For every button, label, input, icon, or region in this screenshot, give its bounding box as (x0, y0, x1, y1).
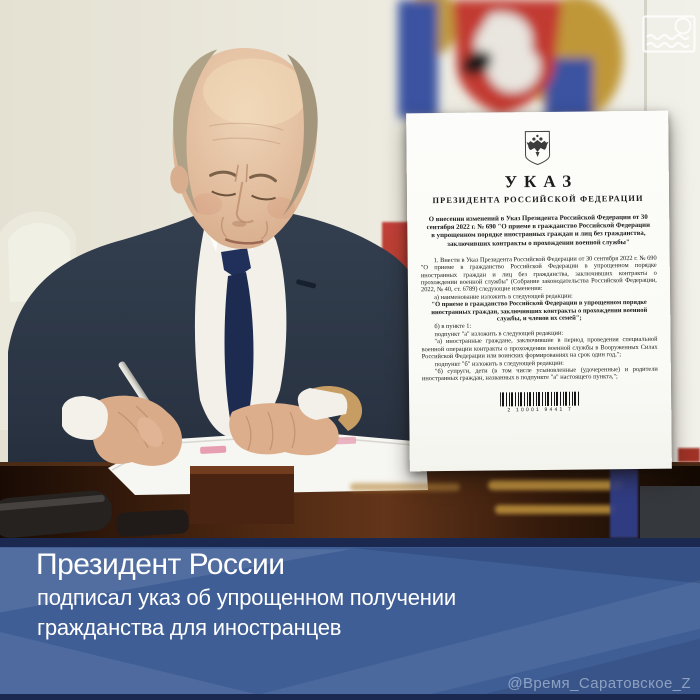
red-detail-right (678, 448, 700, 462)
document-sub-a-label: подпункт "а" изложить в следующей редакции: (434, 329, 564, 338)
pink-mark-1 (200, 446, 226, 454)
wave-icon-2 (647, 43, 689, 47)
decree-document (406, 111, 672, 472)
document-issuer: ПРЕЗИДЕНТА РОССИЙСКОЙ ФЕДЕРАЦИИ (432, 193, 644, 206)
document-sub-b-text: "б) супруги, дети (в том числе усыновленные (удочеренные) и родители иностранных граждан, названных в подпункте "а" настоящего пункта,"; (421, 365, 658, 383)
document-title: О внесении изменений в Указ Президента Российской Федерации от 30 сентября 2022 г. № 690 "О приеме в гражданство Российской Федерации в упрощенном порядке иностранных граждан и лиц без гражданства, заключивших контракты о прохождении военной службы" (426, 213, 651, 248)
presidential-standard-blurred (398, 0, 623, 120)
headline-line3: гражданства для иностранцев (37, 615, 342, 640)
dark-item (116, 509, 189, 537)
wooden-stand (190, 466, 294, 524)
barcode (500, 391, 580, 406)
headline-banner (0, 538, 700, 700)
banner-top-strip (0, 538, 700, 547)
sun-icon (676, 19, 691, 34)
wave-icon-1 (647, 35, 689, 39)
document-sub-a-text: "а) иностранные граждане, заключившие в период проведения специальной военной операции контракты о прохождении военной службы в Вооруженных Силах Российской Федерации или воинских формированиях на срок один год,"; (421, 336, 658, 361)
document-new-title: "О приеме в гражданство Российской Федерации в упрощенном порядке иностранных граждан, заключивших контракты о прохождении военной службы, и членов их семей"; (431, 299, 648, 323)
document-item-b: б) в пункте 1: (434, 323, 472, 331)
headline-main: Президент России (36, 548, 285, 581)
barcode-number: 2 10001 9441 7 (507, 406, 574, 414)
double-eagle-icon (526, 135, 548, 157)
coat-of-arms-icon (522, 130, 552, 166)
channel-logo (642, 15, 696, 53)
document-intro-paragraph: 1. Внести в Указ Президента Российской Федерации от 30 сентября 2022 г. № 690 "О приеме в гражданство Российской Федерации в упрощенном порядке иностранных граждан и лиц без гражданства, заключивших контракты о прохождении военной службы" (Собрание законодательства Российской Федерации, 2022, № 40, ст. 6789) следующие изменения: (420, 254, 657, 294)
dark-chair-right (640, 486, 700, 542)
channel-watermark: @Время_Саратовское_Z (507, 675, 691, 692)
sun-waves-icon (642, 15, 696, 53)
barcode-block (422, 390, 658, 413)
banner-bottom-strip (0, 694, 700, 700)
headline-line2: подписал указ об упрощенном получении (37, 585, 456, 610)
right-cuff (62, 396, 108, 440)
wooden-stand-top (190, 466, 294, 474)
document-item-a: а) наименование изложить в следующей редакции: (434, 292, 573, 301)
document-type: УКАЗ (504, 171, 579, 192)
document-sub-b-label: подпункт "б" изложить в следующей редакции: (434, 359, 564, 368)
